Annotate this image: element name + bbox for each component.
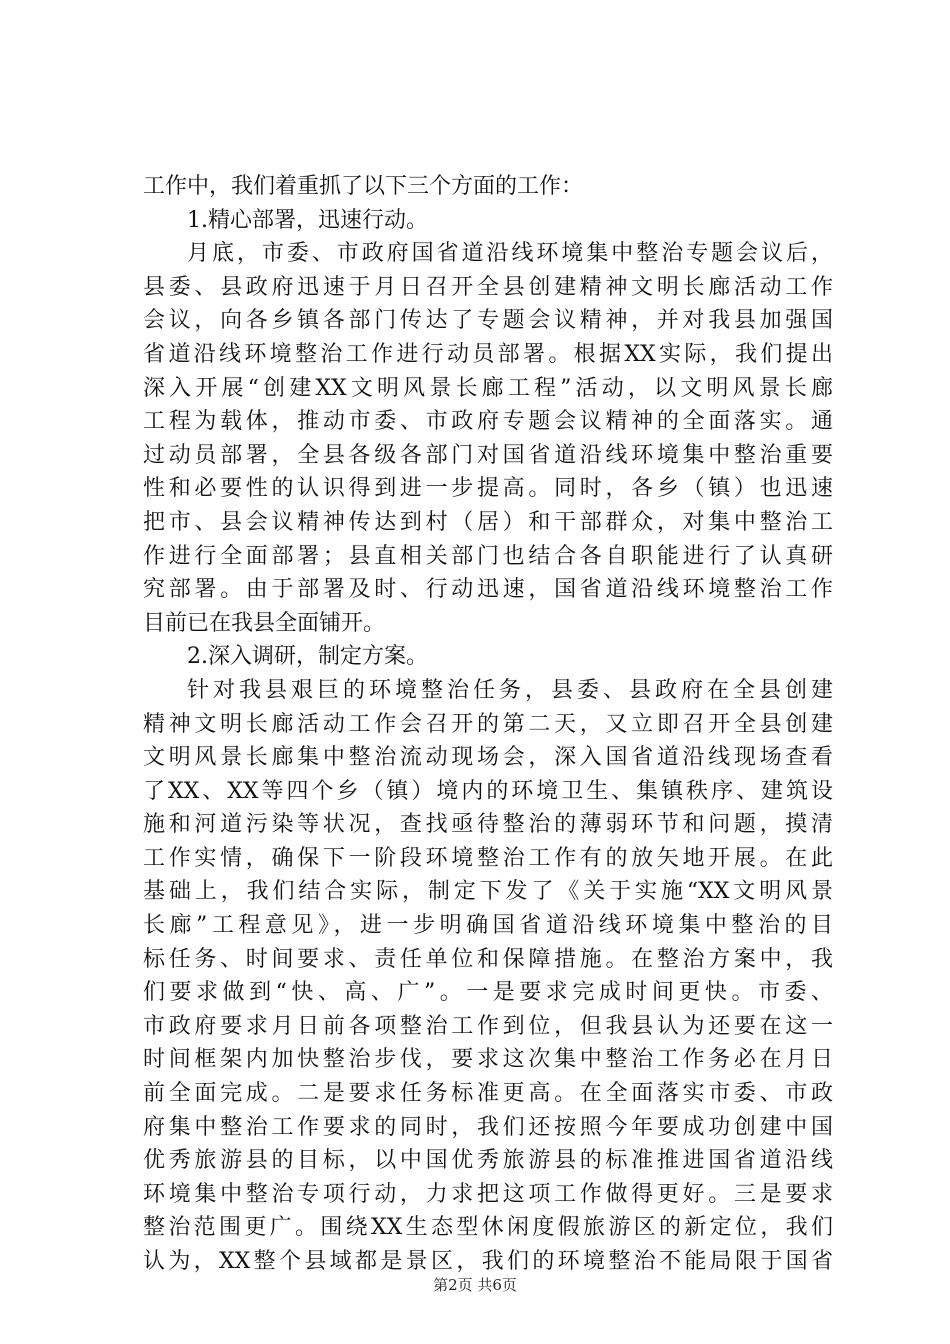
text-line: 深入开展“创建XX文明风景长廊工程”活动，以文明风景长廊 [143,375,833,401]
text-line: 目前已在我县全面铺开。 [143,610,386,636]
text-line: 市政府要求月日前各项整治工作到位，但我县认为还要在这一 [143,1013,833,1039]
text-line: 标任务、时间要求、责任单位和保障措施。在整治方案中，我 [143,946,833,972]
text-line: 了XX、XX等四个乡（镇）境内的环境卫生、集镇秩序、建筑设 [143,778,833,804]
text-line: 作进行全面部署；县直相关部门也结合各自职能进行了认真研 [143,543,833,569]
text-line: 时间框架内加快整治步伐，要求这次集中整治工作务必在月日 [143,1047,833,1073]
text-line: 工作实情，确保下一阶段环境整治工作有的放矢地开展。在此 [143,845,833,871]
text-line: 长廊”工程意见》，进一步明确国省道沿线环境集中整治的目 [143,913,833,939]
text-line: 认为，XX整个县域都是景区，我们的环境整治不能局限于国省 [143,1249,833,1274]
text-line: 前全面完成。二是要求任务标准更高。在全面落实市委、市政 [143,1081,833,1107]
page-footer: 第2页 共6页 [433,1276,517,1294]
text-line: 整治范围更广。围绕XX生态型休闲度假旅游区的新定位，我们 [143,1215,833,1241]
text-line: 们要求做到“快、高、广”。一是要求完成时间更快。市委、 [143,980,833,1006]
text-line: 精神文明长廊活动工作会召开的第二天，又立即召开全县创建 [143,711,833,737]
text-line: 省道沿线环境整治工作进行动员部署。根据XX实际，我们提出 [143,341,833,367]
text-line: 县委、县政府迅速于月日召开全县创建精神文明长廊活动工作 [143,274,833,300]
text-line: 基础上，我们结合实际，制定下发了《关于实施“XX文明风景 [143,879,833,905]
text-line: 1.精心部署，迅速行动。 [187,207,428,233]
text-line: 性和必要性的认识得到进一步提高。同时，各乡（镇）也迅速 [143,476,833,502]
text-line: 究部署。由于部署及时、行动迅速，国省道沿线环境整治工作 [143,577,833,603]
text-line: 2.深入调研，制定方案。 [187,644,428,670]
text-line: 针对我县艰巨的环境整治任务，县委、县政府在全县创建 [187,677,833,703]
text-line: 工程为载体，推动市委、市政府专题会议精神的全面落实。通 [143,409,833,435]
text-line: 文明风景长廊集中整治流动现场会，深入国省道沿线现场查看 [143,745,833,771]
text-line: 施和河道污染等状况，查找亟待整治的薄弱环节和问题，摸清 [143,812,833,838]
text-line: 把市、县会议精神传达到村（居）和干部群众，对集中整治工 [143,509,833,535]
text-line: 月底，市委、市政府国省道沿线环境集中整治专题会议后， [187,241,833,267]
text-line: 会议，向各乡镇各部门传达了专题会议精神，并对我县加强国 [143,308,833,334]
text-line: 府集中整治工作要求的同时，我们还按照今年要成功创建中国 [143,1114,833,1140]
text-line: 过动员部署，全县各级各部门对国省道沿线环境集中整治重要 [143,442,833,468]
text-line: 环境集中整治专项行动，力求把这项工作做得更好。三是要求 [143,1181,833,1207]
document-body [143,170,833,1279]
text-line: 优秀旅游县的目标，以中国优秀旅游县的标准推进国省道沿线 [143,1148,833,1174]
text-line: 工作中，我们着重抓了以下三个方面的工作： [143,174,584,199]
